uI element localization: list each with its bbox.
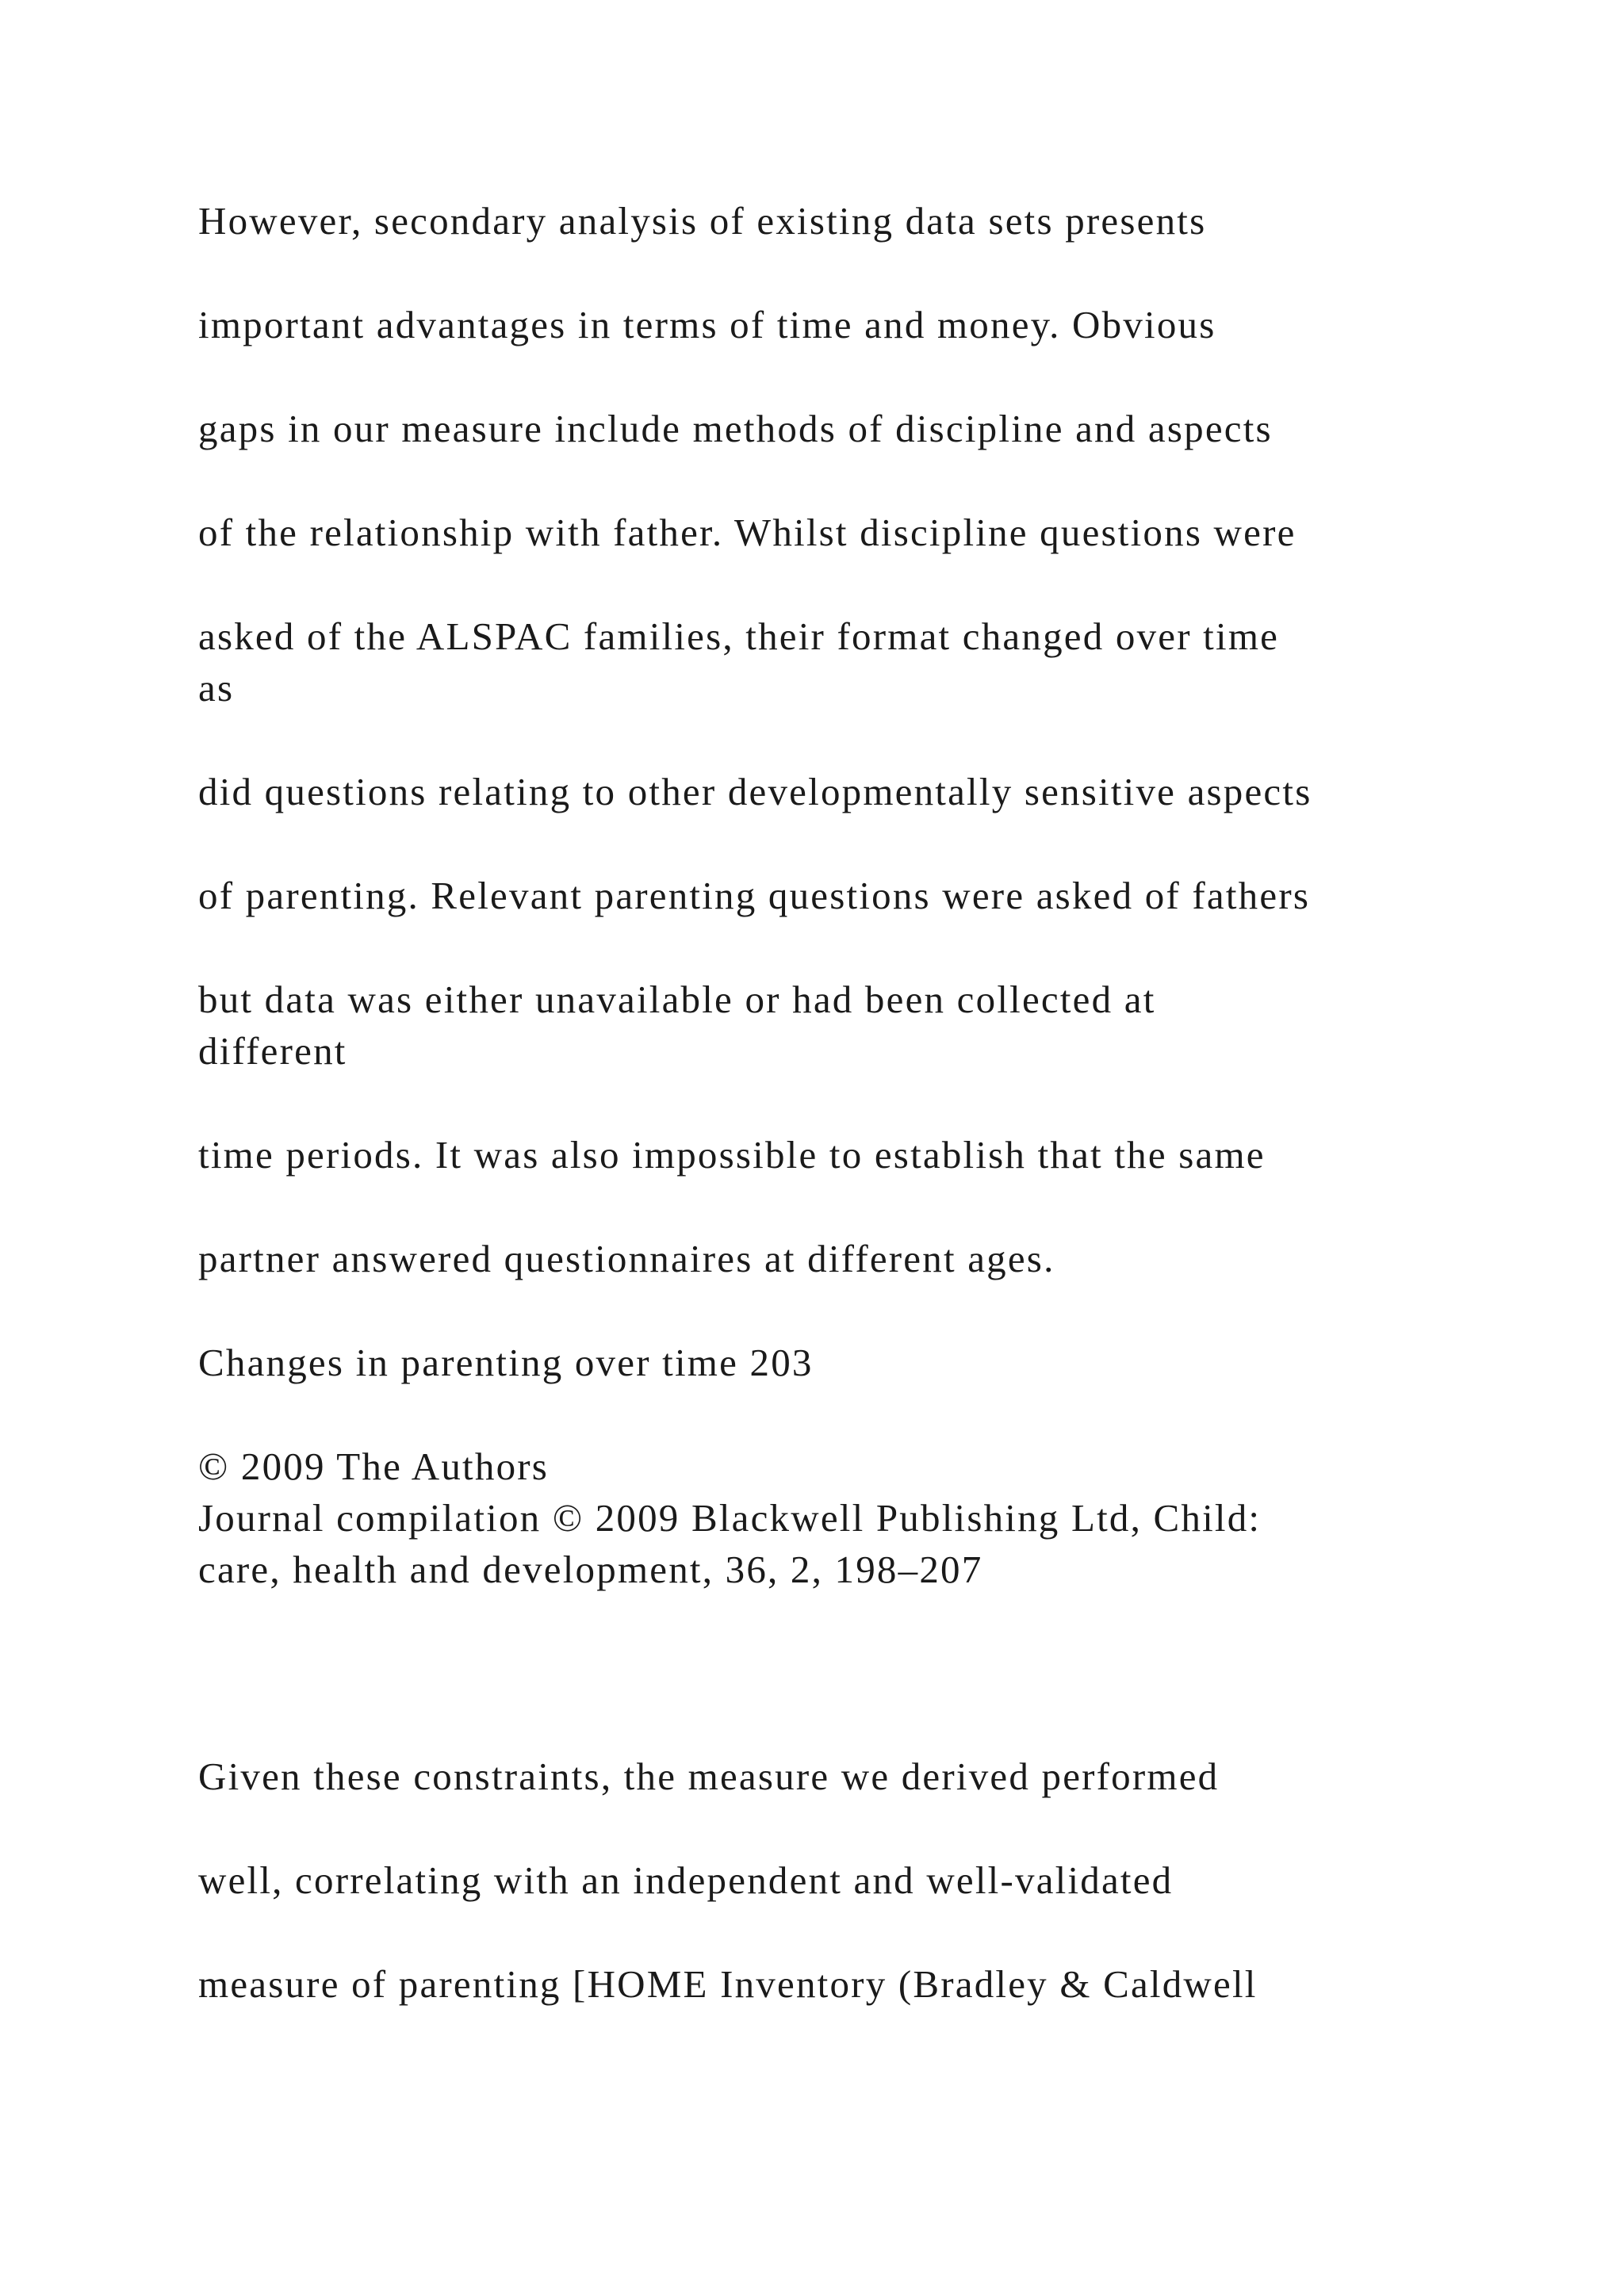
text-line: of the relationship with father. Whilst discipline questions were: [198, 511, 1297, 554]
text-line: partner answered questionnaires at different ages.: [198, 1237, 1055, 1280]
text-line: important advantages in terms of time and money. Obvious: [198, 303, 1216, 346]
running-footer: Changes in parenting over time 203: [198, 1341, 814, 1384]
text-line: gaps in our measure include methods of discipline and aspects: [198, 407, 1273, 450]
journal-compilation-line: Journal compilation © 2009 Blackwell Publishing Ltd, Child:: [198, 1496, 1262, 1540]
text-line: well, correlating with an independent and well-validated: [198, 1858, 1174, 1902]
text-line: did questions relating to other developmentally sensitive aspects: [198, 770, 1312, 813]
text-line: time periods. It was also impossible to establish that the same: [198, 1133, 1266, 1177]
text-line: as: [198, 666, 235, 710]
journal-citation-line: care, health and development, 36, 2, 198–207: [198, 1548, 983, 1591]
text-line: different: [198, 1029, 347, 1073]
text-line: but data was either unavailable or had been collected at: [198, 978, 1156, 1021]
text-line: of parenting. Relevant parenting questions were asked of fathers: [198, 874, 1311, 917]
text-line: asked of the ALSPAC families, their format changed over time: [198, 614, 1280, 658]
text-line: Given these constraints, the measure we derived performed: [198, 1755, 1220, 1798]
text-line: measure of parenting [HOME Inventory (Bradley & Caldwell: [198, 1962, 1258, 2006]
copyright-line: © 2009 The Authors: [198, 1445, 550, 1488]
text-line: However, secondary analysis of existing data sets presents: [198, 199, 1207, 243]
